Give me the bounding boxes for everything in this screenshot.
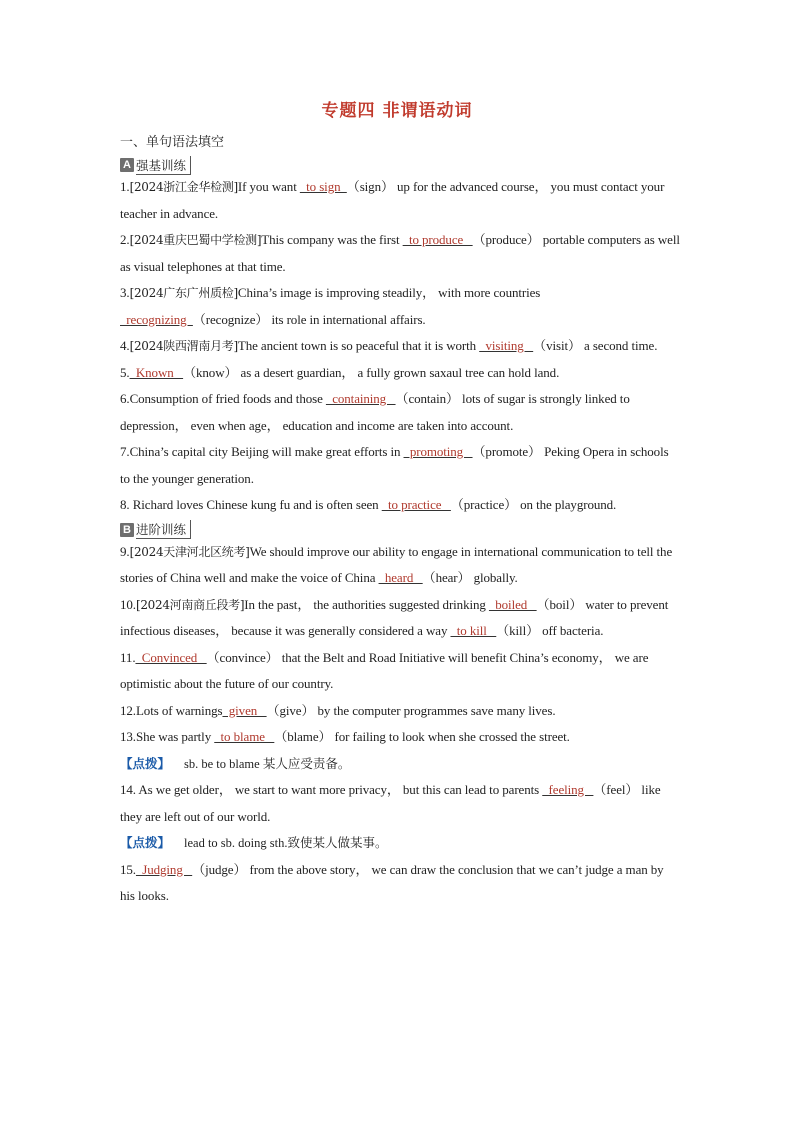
hint-tag: 【点拨】 [120,755,171,771]
group-label-b [120,522,191,538]
answer-blank: heard [378,570,423,585]
section-heading: 一、单句语法填空 [120,135,225,150]
question-12: 12.Lots of warnings given （give） by the computer programmes save many lives. [120,702,556,718]
group-label-text: 强基训练 [136,156,191,175]
hint-13: 【点拨】 sb. be to blame 某人应受责备。 [120,755,351,771]
group-label-a [120,157,191,173]
answer-blank-2: to kill [450,623,497,638]
answer-blank: to produce [402,232,473,247]
answer-blank: Judging [135,861,193,877]
answer-blank: to practice [381,497,451,512]
question-8: 8. Richard loves Chinese kung fu and is often seen to practice （practice） on the playground. [120,497,617,512]
question-4: 4.[2024陕西渭南月考]The ancient town is so peaceful that it is worth visiting （visit） a second time. [120,338,658,353]
answer-blank: given [222,702,267,718]
answer-blank: to blame [214,729,275,744]
question-10: 10.[2024河南商丘段考]In the past， the authorities suggested drinking boiled （boil） water to prevent infectious diseases， because it was generally considered a way to kill （kill） off bacteria. [120,596,669,638]
answer-blank: feeling [542,782,594,797]
question-2: 2.[2024重庆巴蜀中学检测]This company was the first to produce （produce） portable computers as well as visual telephones at that time. [120,232,680,274]
page-title: 专题四 非谓语动词 [321,101,473,121]
question-11: 11. Convinced （convince） that the Belt and Road Initiative will benefit China’s economy， we are optimistic about the future of our country. [120,649,649,691]
exercise-content [120,132,680,910]
question-1: 1.[2024浙江金华检测]If you want to sign （sign） up for the advanced course， you must contact your teacher in advance. [120,179,665,221]
answer-blank: recognizing [120,311,193,327]
letter-box-icon: A [120,158,134,172]
answer-blank: Convinced [135,649,207,665]
group-label-text: 进阶训练 [136,520,191,539]
question-6: 6.Consumption of fried foods and those containing （contain） lots of sugar is strongly linked to depression， even when age， education and income are taken into account. [120,391,630,433]
answer-blank: boiled [488,596,537,612]
answer-blank: to sign [299,179,347,194]
hint-14: 【点拨】 lead to sb. doing sth.致使某人做某事。 [120,835,388,850]
question-5: 5. Known （know） as a desert guardian， a fully grown saxaul tree can hold land. [120,364,560,380]
hint-tag: 【点拨】 [120,835,171,850]
question-13: 13.She was partly to blame （blame） for failing to look when she crossed the street. [120,729,570,744]
question-3: 3.[2024广东广州质检]China’s image is improving steadily， with more countries recognizing （recognize） its role in international affairs. [120,285,541,327]
question-15: 15. Judging （judge） from the above story， we can draw the conclusion that we can’t judge a man by his looks. [120,861,664,903]
letter-box-icon: B [120,523,134,537]
answer-blank: Known [129,364,184,380]
question-14: 14. As we get older， we start to want more privacy， but this can lead to parents feeling （feel） like they are left out of our world. [120,782,661,824]
question-9: 9.[2024天津河北区统考]We should improve our ability to engage in international communication to tell the stories of China well and make the voice of China heard （hear） globally. [120,543,673,585]
answer-blank: containing [325,391,396,406]
answer-blank: visiting [479,338,534,353]
answer-blank: promoting [403,444,473,459]
question-7: 7.China’s capital city Beijing will make great efforts in promoting （promote） Peking Opera in schools to the younger generation. [120,444,669,486]
